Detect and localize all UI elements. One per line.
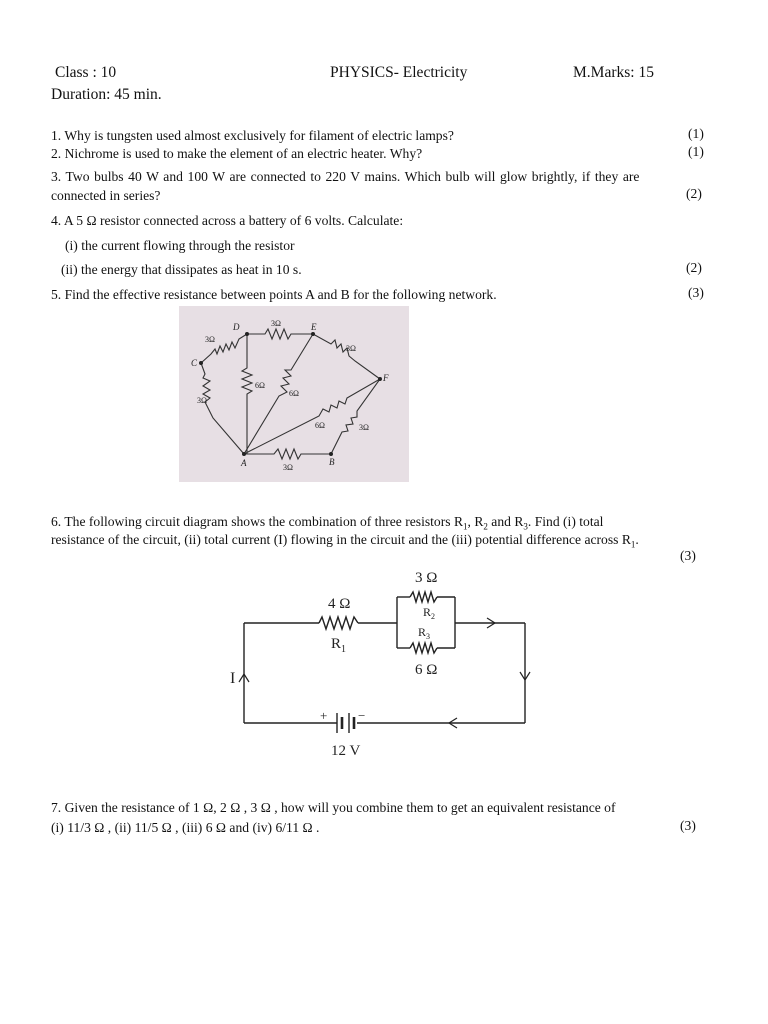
question-3-marks: (2)	[686, 186, 702, 201]
resistor-bf-label: 3Ω	[359, 423, 369, 432]
r2-label: $R_2$	[423, 605, 436, 621]
r1-value: 4 Ω	[328, 596, 351, 612]
node-f-label: F	[383, 373, 389, 383]
max-marks: M.Marks: 15	[573, 64, 654, 81]
question-6-line2	[51, 530, 639, 555]
resistor-cd-label: 3Ω	[205, 335, 215, 344]
duration: Duration: 45 min.	[51, 86, 162, 103]
r2-subscript: 2	[483, 521, 488, 532]
q6-end-dot: .	[635, 532, 639, 547]
r1-subscript: 1	[463, 521, 468, 532]
question-7-line1: 7. Given the resistance of 1 Ω, 2 Ω , 3 Ω , how will you combine them to get an equivalent resistance of	[51, 800, 616, 815]
question-4-part-ii: (ii) the energy that dissipates as heat in 10 s.	[61, 262, 302, 277]
question-7-marks: (3)	[680, 818, 696, 833]
resistor-af-label: 6Ω	[315, 421, 325, 430]
question-3-line1: 3. Two bulbs 40 W and 100 W are connected to 220 V mains. Which bulb will glow brightly, if they are	[51, 169, 640, 184]
q6-separator: , R	[467, 514, 484, 529]
resistor-ca-label: 3Ω	[197, 396, 207, 405]
resistor-ab-label: 3Ω	[283, 463, 293, 472]
r3-subscript: 3	[523, 521, 528, 532]
question-6-text-line2: resistance of the circuit, (ii) total current (I) flowing in the circuit and the (iii) potential difference across R	[51, 532, 631, 547]
node-b-label: B	[329, 457, 335, 467]
circuit-diagram	[225, 560, 545, 765]
question-1: 1. Why is tungsten used almost exclusively for filament of electric lamps?	[51, 128, 454, 143]
q6-tail: . Find (i) total	[527, 514, 604, 529]
q6-and: and R	[487, 514, 524, 529]
battery-plus: +	[320, 708, 328, 723]
resistor-ef-label: 3Ω	[346, 344, 356, 353]
current-label: I	[230, 670, 236, 687]
resistor-ad-label: 6Ω	[255, 381, 265, 390]
question-6-marks: (3)	[680, 548, 696, 563]
battery-minus: −	[358, 708, 366, 723]
question-2: 2. Nichrome is used to make the element of an electric heater. Why?	[51, 146, 423, 161]
r1-end-subscript: 1	[630, 539, 636, 550]
question-4: 4. A 5 Ω resistor connected across a battery of 6 volts. Calculate:	[51, 213, 404, 228]
question-4-part-i: (i) the current flowing through the resistor	[65, 238, 295, 253]
subject-title: PHYSICS- Electricity	[330, 64, 468, 81]
node-c-label: C	[191, 358, 198, 368]
battery-value: 12 V	[331, 743, 361, 759]
question-2-marks: (1)	[688, 144, 704, 159]
r2-value: 3 Ω	[415, 570, 438, 586]
class-label: Class : 10	[55, 64, 117, 81]
question-1-marks: (1)	[688, 126, 704, 141]
resistor-de-label: 3Ω	[271, 319, 281, 328]
node-e-label: E	[311, 322, 317, 332]
circuit-figure	[225, 560, 545, 765]
question-3-line2: connected in series?	[51, 188, 161, 203]
node-a-label: A	[241, 458, 247, 468]
resistor-ae-label: 6Ω	[289, 389, 299, 398]
question-5-marks: (3)	[688, 285, 704, 300]
node-d-label: D	[233, 322, 240, 332]
r3-label: $R_3$	[418, 625, 431, 641]
question-7-line2: (i) 11/3 Ω , (ii) 11/5 Ω , (iii) 6 Ω and (iv) 6/11 Ω .	[51, 820, 320, 835]
resistor-network-diagram	[179, 306, 409, 482]
question-6-text: 6. The following circuit diagram shows the combination of three resistors R	[51, 514, 464, 529]
r3-value: 6 Ω	[415, 662, 438, 678]
resistor-network-figure	[179, 306, 409, 482]
question-4-marks: (2)	[686, 260, 702, 275]
question-5: 5. Find the effective resistance between points A and B for the following network.	[51, 287, 497, 302]
r1-label: $R_1$	[331, 636, 347, 655]
